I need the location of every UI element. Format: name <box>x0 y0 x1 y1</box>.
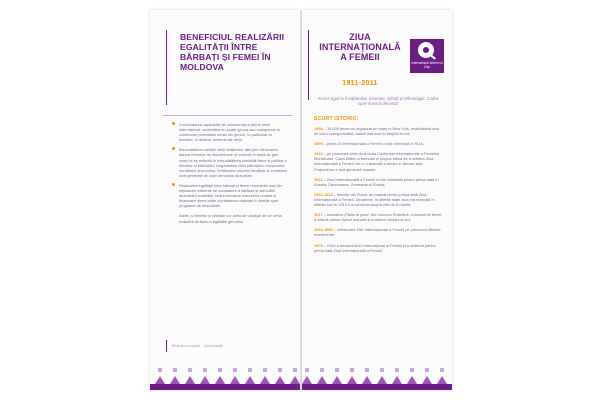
right-title-rule <box>308 30 309 100</box>
history-item: 1913-1914 – femeile din Rusia, au marcat pentru prima dată Ziua Internațională a Femeii. Deoarece, în diferite state ziua era marcată în diferite luni în 1913 s-a convenit asupra zilei de 8 martie; <box>314 191 435 208</box>
left-paragraph: Realizarea egalității între bărbați și femei reprezintă unul din mijloacele eficiente de combatere a sărăciei și stimulării dezvoltării societății: redirecționarea resurselor umane și financiare direct către combaterea violenței în familie spre programe de dezvoltare. <box>179 183 287 208</box>
left-paragraph: Astfel, și femeile și bărbații vor avea de câștigat de pe urma realizării de facto a egalității genurilor. <box>179 213 282 224</box>
history-item: 1975 – ONU a declarat Anul Internațional al Femeii și a celebrat pentru prima dată Ziua Internațională a Femeii. <box>314 242 436 253</box>
bullet-icon <box>172 122 175 125</box>
history-item: 1918-1999 – celebrarea Zilei Internaționale a Femeii pe parcursul diferitor evenimente; <box>314 227 441 238</box>
bullet-icon <box>172 147 175 150</box>
bullet-icon <box>172 183 175 186</box>
years-label: 1911-2011 <box>342 80 378 87</box>
left-divider <box>162 115 292 116</box>
history-item: 1910 – pe parcursul celei de-a doua Conferințe Internaționale a Femeilor Muncitoare, Clara Zetkin a formulat și propus ideea de a celebra Ziua Internațională a Femeii într-o zi anumită a anului în fiecare stat. Propunerea a fost aprobată unanim; <box>314 151 440 172</box>
q-tail <box>430 54 436 59</box>
decorative-pattern <box>302 354 452 390</box>
footer-note: Realizat cu suportul ... (text nelizibil) <box>172 344 224 348</box>
logo-caption: International Women's Day <box>411 61 443 69</box>
left-page <box>150 10 300 390</box>
history-item: 1917 – mișcarea „Pâine și pace” din Uniunea Sovietică, condusă de femei a criticat primul război mondial și a obținut dreptul la vot; <box>314 212 442 223</box>
section-title: SCURT ISTORIC: <box>314 116 359 122</box>
subtitle: Acces egal la învățământ, instruire, știință și tehnologie: Calea spre muncă decentă <box>317 96 439 107</box>
history-list <box>314 126 442 258</box>
right-page <box>302 10 452 390</box>
iwd-logo <box>410 39 444 73</box>
history-item: 1909 – prima Zi Internațională a Femeii a fost celebrată în SUA; <box>314 141 424 147</box>
history-item: 1911 – Ziua Internațională a Femeii a fost celebrată pentru prima dată în Austria, Danemarca, Germania și Elveția; <box>314 176 439 187</box>
footer-rule <box>166 340 167 352</box>
left-paragraph: Îmbunătățirea calității vieții cetățenilor țării prin eliminarea tuturor formelor de discriminare și violență în bază de gen, ceea ce se reflectă în îmbunătățirea sănătății fizice și psihice a femeilor și bărbaților, longevitatea vieții bărbaților; micșorarea numărului divorțurilor, fortificarea valorilor familiale și creșterea unei generații de copii armonios dezvoltați; <box>179 147 287 178</box>
right-page-title: ZIUA INTERNAȚIONALĂ A FEMEII <box>319 32 401 62</box>
decorative-pattern <box>150 354 300 390</box>
left-page-title: BENEFICIUL REALIZĂRII EGALITĂȚII ÎNTRE BĂRBAȚI ȘI FEMEI ÎN MOLDOVA <box>180 32 285 72</box>
left-body <box>179 122 287 229</box>
left-title-rule <box>166 30 167 105</box>
history-item: 1908 – 15 000 femei au organizat un marș în New York, revindicând orar de lucru corespunzător, salarii mai mari și dreptul la vot; <box>314 126 440 137</box>
left-paragraph: Consolidarea capacității de concurență a țării la nivel internațional: societatea nu poate ignora sau subaprecia în continuare potențialul uman din genuri, în particular al femeilor, în diverse domenii ale vieții; <box>179 122 287 142</box>
